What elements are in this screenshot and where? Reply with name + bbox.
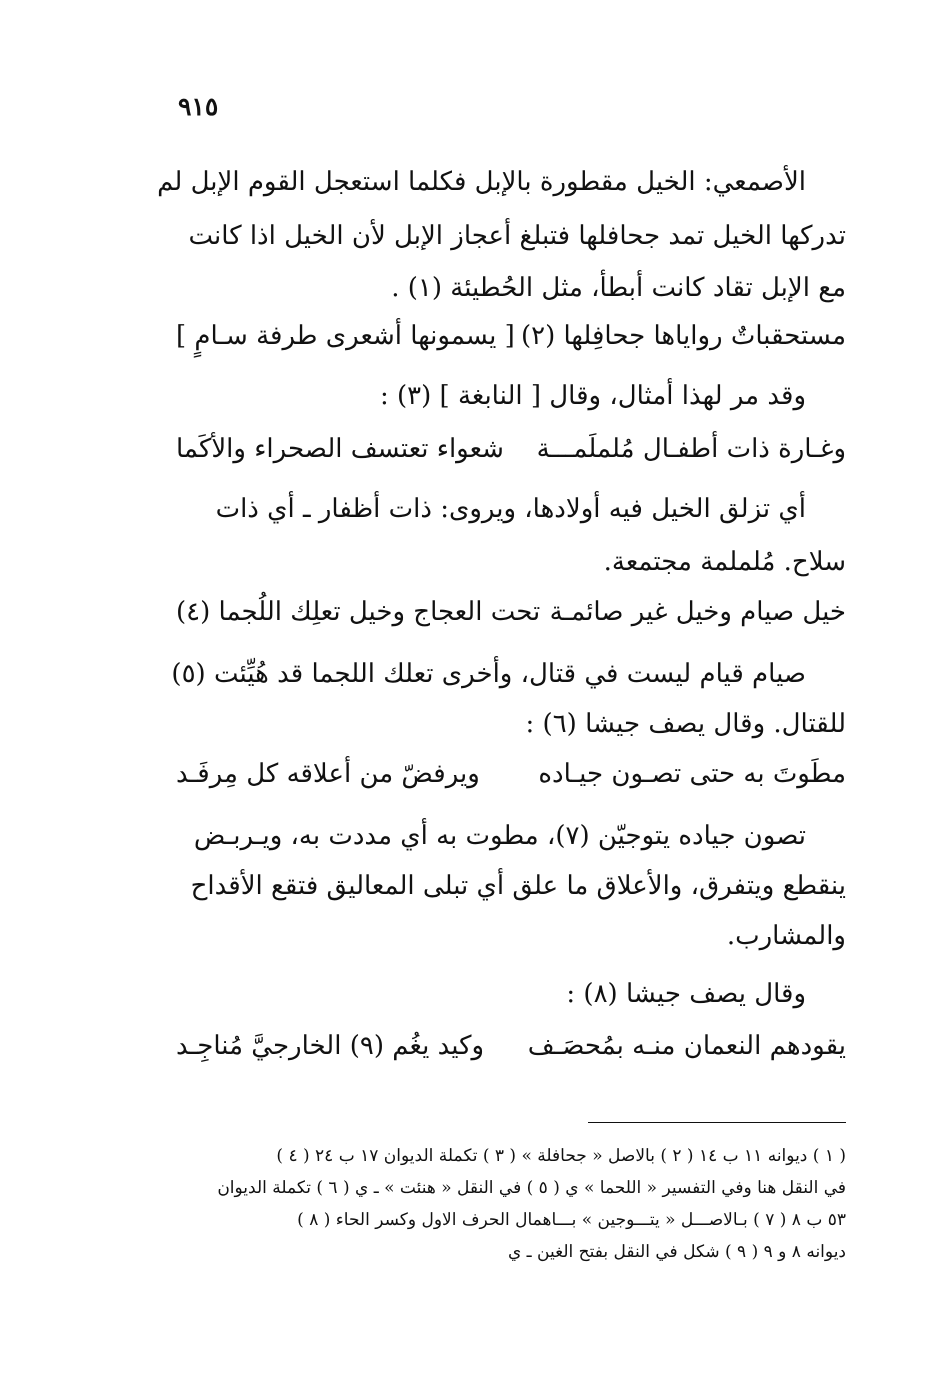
verse-hemistich: مستحقباتٌ رواياها جحافِلها (٢) <box>520 321 846 351</box>
verse-line <box>176 312 846 361</box>
footnote-line: في النقل هنا وفي التفسير « اللحما » ي ( ٥ ) في النقل « هنئت » ـ ي ( ٦ ) تكملة الديوان <box>217 1178 846 1198</box>
verse-hemistich: وكيد يغُم (٩) الخارجيَّ مُناجِـد <box>176 1031 485 1061</box>
paragraph-line: تدركها الخيل تمد جحافلها فتبلغ أعجاز الإبل لأن الخيل اذا كانت <box>188 221 846 251</box>
footnote-divider <box>588 1122 846 1123</box>
paragraph-line: صيام قيام ليست في قتال، وأخرى تعلك اللجما قد هُيِّئت (٥) <box>171 659 806 689</box>
verse-line <box>176 750 846 799</box>
paragraph-line: الأصمعي: الخيل مقطورة بالإبل فكلما استعجل القوم الإبل لم <box>157 167 806 197</box>
paragraph-line: تصون جياده يتوجيّن (٧)، مطوت به أي مددت به، ويـربـض <box>193 821 806 851</box>
verse-hemistich: تحت العجاج وخيل تعلِك اللُجما (٤) <box>176 597 541 627</box>
page-number: ٩١٥ <box>178 92 219 121</box>
footnotes <box>176 1140 846 1268</box>
footnote-line: ٥٣ ب ٨ ( ٧ ) بـالاصـــل « يتـــوجين » بـــاهمال الحرف الاول وكسر الحاء ( ٨ ) <box>297 1210 846 1230</box>
paragraph-line: للقتال. وقال يصف جيشا (٦) : <box>525 709 846 739</box>
verse-line <box>176 588 846 637</box>
footnote-line: ديوانه ٨ و ٩ ( ٩ ) شكل في النقل بفتح الغين ـ ي <box>507 1242 846 1262</box>
verse-hemistich: خيل صيام وخيل غير صائمـة <box>549 597 846 627</box>
verse-hemistich: [ يسمونها أشعرى طرفة سـامٍ ] <box>176 321 515 351</box>
verse-hemistich: شعواء تعتسف الصحراء والأكَما <box>176 434 504 464</box>
verse-line <box>176 425 846 474</box>
paragraph-line: والمشارب. <box>726 921 846 951</box>
paragraph-line: ينقطع ويتفرق، والأعلاق ما علق أي تبلى المعاليق فتقع الأقداح <box>190 871 846 901</box>
verse-hemistich: وغـارة ذات أطفـال مُلملَمـــة <box>536 434 846 464</box>
paragraph-line: سلاح. مُلملمة مجتمعة. <box>603 547 846 577</box>
verse-hemistich: يقودهم النعمان منـه بمُحصَـف <box>527 1031 846 1061</box>
paragraph-line: مع الإبل تقاد كانت أبطأ، مثل الحُطيئة (١) . <box>391 273 846 303</box>
verse-line <box>176 1022 846 1071</box>
verse-hemistich: ويرفضّ من أعلاقه كل مِرفَـد <box>176 759 480 789</box>
footnote-line: ( ١ ) ديوانه ١١ ب ١٤ ( ٢ ) بالاصل « جحافلة » ( ٣ ) تكملة الديوان ١٧ ب ٢٤ ( ٤ ) <box>276 1146 846 1166</box>
verse-hemistich: مطَوتَ به حتى تصـون جيـاده <box>538 759 846 789</box>
paragraph-line: أي تزلق الخيل فيه أولادها، ويروى: ذات أظفار ـ أي ذات <box>215 494 806 524</box>
paragraph-line: وقد مر لهذا أمثال، وقال [ النابغة ] (٣) : <box>380 381 806 411</box>
paragraph-line: وقال يصف جيشا (٨) : <box>566 979 806 1009</box>
